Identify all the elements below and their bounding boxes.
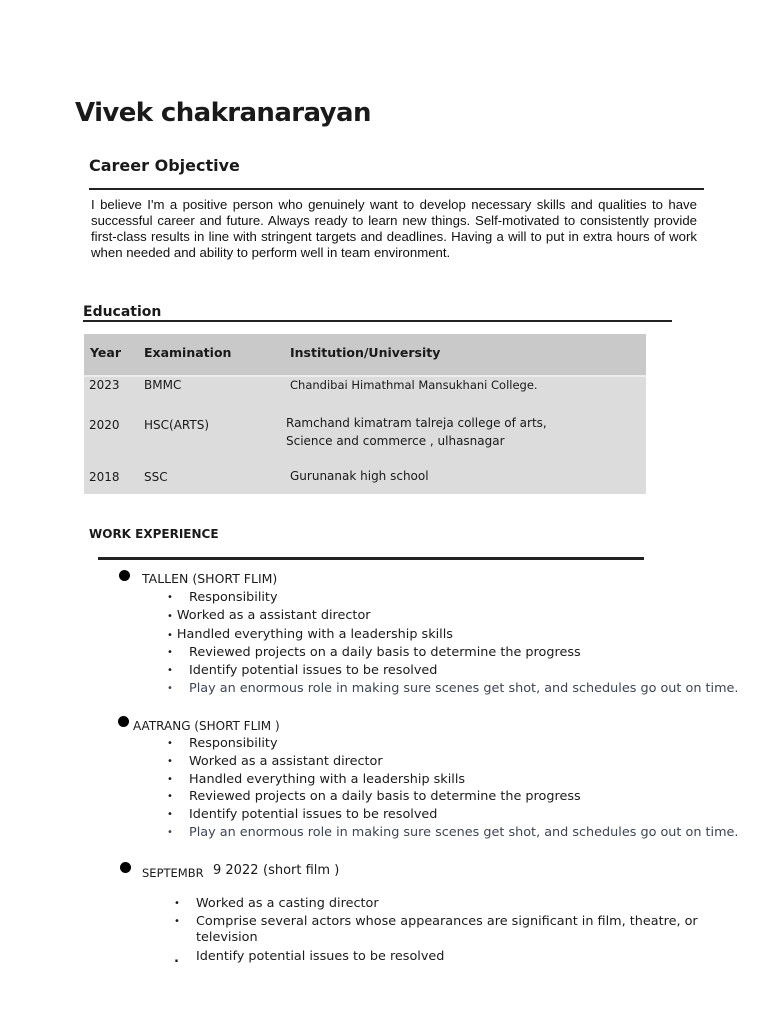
job-date: 9 2022 <box>213 863 259 878</box>
table-cell-year: 2020 <box>89 418 120 432</box>
list-item: • Handled everything with a leadership skills <box>167 626 453 642</box>
bullet-icon: • <box>167 665 173 677</box>
list-item: • Worked as a assistant director <box>167 753 383 769</box>
bullet-icon: • <box>167 738 173 749</box>
list-item: • Reviewed projects on a daily basis to determine the progress <box>167 789 581 805</box>
bullet-icon: . <box>174 950 179 966</box>
work-divider <box>98 557 644 560</box>
education-table <box>84 334 646 494</box>
table-cell-year: 2023 <box>89 378 120 392</box>
list-item: • Responsibility <box>167 736 278 751</box>
education-heading: Education <box>83 304 162 320</box>
list-item: • Play an enormous role in making sure scenes get shot, and schedules go out on time. <box>167 680 739 696</box>
list-item: • Play an enormous role in making sure scenes get shot, and schedules go out on time. <box>167 824 739 840</box>
bullet-dot <box>119 570 130 581</box>
education-table-header <box>84 334 646 377</box>
bullet-icon: • <box>167 809 173 821</box>
bullet-dot <box>118 716 129 727</box>
column-header-year: Year <box>90 345 121 360</box>
list-item: • Reviewed projects on a daily basis to determine the progress <box>167 645 581 661</box>
bullet-icon: • <box>167 826 173 838</box>
table-cell-exam: BMMC <box>144 378 182 392</box>
list-item: • Comprise several actors whose appearances are significant in film, theatre, or <box>174 913 698 929</box>
bullet-icon: • <box>167 647 173 659</box>
column-header-examination: Examination <box>144 345 232 360</box>
job-title: AATRANG (SHORT FLIM ) <box>133 719 280 733</box>
list-item: • Responsibility <box>167 590 278 605</box>
bullet-icon: • <box>167 682 173 694</box>
bullet-icon: • <box>167 791 173 803</box>
candidate-name: Vivek chakranarayan <box>75 98 371 128</box>
list-item: • Handled everything with a leadership skills <box>167 771 466 787</box>
job-duties <box>167 589 739 698</box>
list-item-continuation: television <box>196 929 258 945</box>
table-cell-year: 2018 <box>89 470 120 484</box>
bullet-icon: • <box>167 755 173 767</box>
list-item: • Worked as a assistant director <box>167 607 371 623</box>
column-header-institution: Institution/University <box>290 345 441 360</box>
career-objective-text: I believe I'm a positive person who genuinely want to develop necessary skills and qualities to have successful career and future. Always ready to learn new things. Self-motivated to consistently provide first-class results in line with stringent targets and deadlines. Having a will to put in extra hours of work when needed and ability to perform well in team environment. <box>91 197 697 260</box>
job-duties <box>174 895 698 966</box>
list-item: • Worked as a casting director <box>174 896 379 911</box>
bullet-icon: • <box>167 592 173 603</box>
career-divider <box>89 188 704 190</box>
education-divider <box>83 320 672 322</box>
table-cell-exam: SSC <box>144 470 168 484</box>
bullet-icon: • <box>174 915 180 927</box>
job-title-prefix: SEPTEMBR <box>142 866 204 880</box>
bullet-icon: • <box>167 610 173 622</box>
work-experience-heading: WORK EXPERIENCE <box>89 527 219 541</box>
list-item: • Identify potential issues to be resolved <box>167 807 438 823</box>
job-title-suffix: (short film ) <box>263 863 340 878</box>
list-item: . Identify potential issues to be resolved <box>174 948 445 966</box>
table-cell-institution: Gurunanak high school <box>290 469 429 483</box>
bullet-icon: • <box>174 898 180 909</box>
bullet-icon: • <box>167 629 173 641</box>
list-item: • Identify potential issues to be resolved <box>167 663 438 679</box>
table-cell-institution: Ramchand kimatram talreja college of arts, <box>286 416 547 430</box>
job-title: TALLEN (SHORT FLIM) <box>142 571 278 586</box>
bullet-dot <box>120 862 131 873</box>
job-duties <box>167 735 739 842</box>
table-cell-exam: HSC(ARTS) <box>144 418 210 432</box>
table-cell-institution: Chandibai Himathmal Mansukhani College. <box>290 378 538 392</box>
bullet-icon: • <box>167 773 173 785</box>
table-cell-institution: Science and commerce , ulhasnagar <box>286 434 505 448</box>
career-objective-heading: Career Objective <box>89 156 240 175</box>
